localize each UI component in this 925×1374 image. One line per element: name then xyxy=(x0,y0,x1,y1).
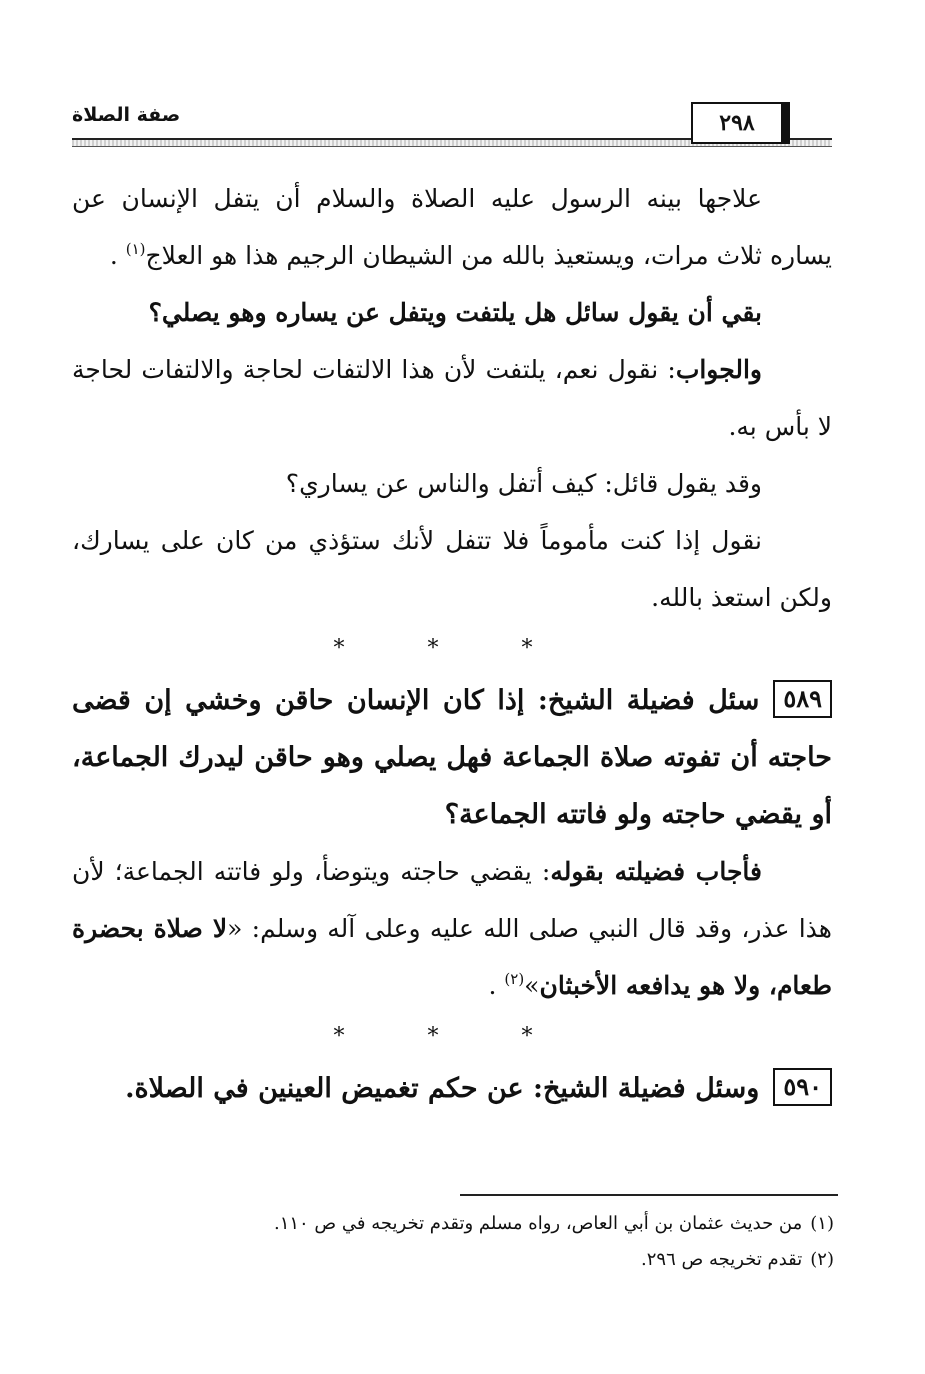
footnote xyxy=(72,1242,834,1278)
section-separator: * * * xyxy=(333,1024,571,1049)
paragraph-text: علاجها بينه الرسول عليه الصلاة والسلام أن يتفل الإنسان عن يساره ثلاث مرات، ويستعيذ بالله من الشيطان الرجيم هذا هو العلاج xyxy=(72,184,832,270)
footnote-mark: (١) xyxy=(810,1213,834,1234)
footnote-rule xyxy=(460,1194,838,1196)
footnote-ref[interactable]: (١) xyxy=(125,240,146,258)
hadith-text: لا صلاة بحضرة طعام، ولا هو يدافعه الأخبثان xyxy=(72,914,832,1000)
running-header xyxy=(72,98,832,150)
footnotes xyxy=(72,1206,834,1278)
footnote-text: تقدم تخريجه ص ٢٩٦. xyxy=(641,1249,803,1270)
page-number: ٢٩٨ xyxy=(691,102,790,144)
paragraph: نقول إذا كنت مأموماً فلا تتفل لأنك ستؤذي من كان على يسارك، ولكن استعذ بالله. xyxy=(72,526,832,612)
main-text xyxy=(72,170,832,1117)
answer-text: : يقضي حاجته ويتوضأ، ولو فاتته الجماعة؛ لأن هذا عذر، وقد قال النبي صلى الله عليه وعلى آله وسلم: « xyxy=(72,857,832,943)
answer-label: فأجاب فضيلته بقوله xyxy=(550,857,762,886)
fatwa-589 xyxy=(72,672,832,843)
period: . xyxy=(109,241,118,270)
fatwa-590 xyxy=(72,1060,832,1117)
paragraph xyxy=(72,170,832,284)
period: . xyxy=(488,971,497,1000)
question-number: ٥٩٠ xyxy=(773,1068,832,1106)
answer-text: : نقول نعم، يلتفت لأن هذا الالتفات لحاجة والالتفات لحاجة لا بأس به. xyxy=(72,355,832,441)
question-paragraph xyxy=(72,1060,832,1117)
question-heading: بقي أن يقول سائل هل يلتفت ويتفل عن يساره وهو يصلي؟ xyxy=(148,298,762,327)
question-text: وسئل فضيلة الشيخ: عن حكم تغميض العينين في الصلاة. xyxy=(125,1073,760,1104)
paragraph: وقد يقول قائل: كيف أتفل والناس عن يساري؟ xyxy=(285,469,762,498)
book-title: صفة الصلاة xyxy=(72,104,181,126)
footnote-text: من حديث عثمان بن أبي العاص، رواه مسلم وتقدم تخريجه في ص ١١٠. xyxy=(273,1213,803,1234)
footnote xyxy=(72,1206,834,1242)
question-text: سئل فضيلة الشيخ: إذا كان الإنسان حاقن وخشي إن قضى حاجته أن تفوته صلاة الجماعة فهل يصلي وهو حاقن ليدرك الجماعة، أو يقضي حاجته ولو فاتته الجماعة؟ xyxy=(72,685,832,830)
footnote-ref[interactable]: (٢) xyxy=(504,970,525,988)
quote-close: » xyxy=(524,971,540,1000)
answer-paragraph xyxy=(72,843,832,1014)
answer-label: والجواب xyxy=(675,355,762,384)
question-paragraph xyxy=(72,672,832,843)
section-separator: * * * xyxy=(333,636,571,661)
answer-paragraph xyxy=(72,341,832,455)
question-number: ٥٨٩ xyxy=(773,680,832,718)
footnote-mark: (٢) xyxy=(810,1249,834,1270)
